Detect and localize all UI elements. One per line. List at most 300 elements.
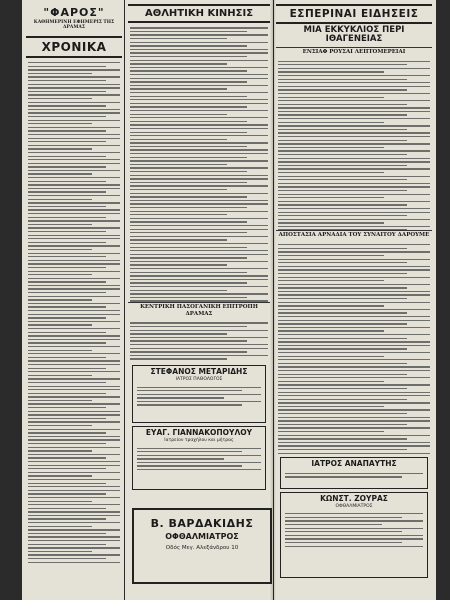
text-line xyxy=(278,125,430,126)
doctor-advertisement xyxy=(132,426,266,490)
masthead-subtitle: ΚΑΘΗΜΕΡΙΝΗ ΕΦΗΜΕΡΙΣ ΤΗΣ ΔΡΑΜΑΣ xyxy=(33,20,115,31)
text-line xyxy=(278,208,430,209)
text-line xyxy=(278,363,407,364)
text-line xyxy=(28,148,92,149)
text-line xyxy=(28,396,120,397)
text-line xyxy=(28,443,106,444)
ad-subtitle: ΟΦΘΑΛΜΙΑΤΡΟΣ xyxy=(165,532,239,541)
text-line xyxy=(130,56,247,57)
text-line xyxy=(28,199,92,200)
text-line xyxy=(130,160,268,161)
text-line xyxy=(130,300,268,301)
text-line xyxy=(28,465,120,466)
article-text xyxy=(276,240,432,454)
ad-title: Β. ΒΑΡΔΑΚΙΔΗΣ xyxy=(150,517,254,530)
text-line xyxy=(278,122,384,123)
text-line xyxy=(278,147,384,148)
text-line xyxy=(28,102,120,103)
text-line xyxy=(28,346,120,347)
text-line xyxy=(130,60,268,61)
text-line xyxy=(278,168,430,169)
section-header: ΕΣΠΕΡΙΝΑΙ ΕΙΔΗΣΕΙΣ xyxy=(276,4,432,24)
text-line xyxy=(130,96,247,97)
text-line xyxy=(278,316,430,317)
text-line xyxy=(28,335,120,336)
text-line xyxy=(278,327,430,328)
text-line xyxy=(28,271,120,272)
text-line xyxy=(130,257,247,258)
text-line xyxy=(278,79,407,80)
text-line xyxy=(130,171,247,172)
text-line xyxy=(130,333,227,334)
text-line xyxy=(28,533,106,534)
text-line xyxy=(278,305,384,306)
text-line xyxy=(130,63,227,64)
text-line xyxy=(28,152,120,153)
text-line xyxy=(28,292,106,293)
text-line xyxy=(278,280,384,281)
text-line xyxy=(28,224,92,225)
text-line xyxy=(28,80,106,81)
text-line xyxy=(137,465,242,466)
text-line xyxy=(28,91,106,92)
text-line xyxy=(278,68,430,69)
text-line xyxy=(278,269,430,270)
text-line xyxy=(28,227,120,228)
text-line xyxy=(28,299,92,300)
text-line xyxy=(130,149,268,150)
text-line xyxy=(278,248,407,249)
text-line xyxy=(130,157,247,158)
text-line xyxy=(28,213,120,214)
text-line xyxy=(130,124,268,125)
text-line xyxy=(130,239,227,240)
text-line xyxy=(278,374,407,375)
text-line xyxy=(28,120,120,121)
text-line xyxy=(28,504,120,505)
text-line xyxy=(130,182,247,183)
text-line xyxy=(278,266,430,267)
text-line xyxy=(278,348,407,349)
text-line xyxy=(278,445,430,446)
masthead-title: "ΦΑΡΟΣ" xyxy=(43,6,105,19)
text-line xyxy=(278,338,407,339)
text-line xyxy=(278,366,430,367)
text-line xyxy=(278,165,407,166)
text-line xyxy=(278,359,430,360)
text-line xyxy=(278,294,430,295)
text-line xyxy=(278,89,407,90)
text-line xyxy=(28,425,92,426)
text-line xyxy=(28,414,120,415)
text-line xyxy=(28,353,120,354)
text-line xyxy=(28,306,106,307)
text-line xyxy=(130,103,268,104)
text-line xyxy=(28,450,92,451)
text-line xyxy=(28,551,92,552)
text-line xyxy=(28,432,106,433)
text-line xyxy=(278,61,430,62)
text-line xyxy=(285,476,402,477)
text-line xyxy=(278,114,407,115)
article-text xyxy=(276,56,432,230)
text-line xyxy=(28,368,106,369)
section-header: ΑΘΛΗΤΙΚΗ ΚΙΝΗΣΙΣ xyxy=(128,4,270,23)
text-line xyxy=(278,435,430,436)
text-line xyxy=(278,320,430,321)
text-line xyxy=(278,97,384,98)
text-line xyxy=(28,526,92,527)
text-line xyxy=(278,330,384,331)
advertisement xyxy=(280,457,428,489)
text-line xyxy=(137,455,261,456)
text-line xyxy=(130,261,268,262)
text-line xyxy=(28,206,106,207)
text-line xyxy=(278,302,430,303)
text-line xyxy=(130,340,247,341)
text-line xyxy=(278,64,407,65)
text-line xyxy=(278,212,430,213)
text-line xyxy=(278,111,430,112)
text-line xyxy=(278,312,407,313)
text-line xyxy=(130,114,227,115)
text-line xyxy=(130,236,268,237)
text-line xyxy=(130,211,268,212)
text-line xyxy=(28,209,120,210)
text-line xyxy=(28,515,120,516)
text-line xyxy=(278,427,430,428)
text-line xyxy=(28,400,92,401)
text-line xyxy=(137,458,224,459)
text-line xyxy=(278,179,407,180)
text-line xyxy=(130,139,227,140)
text-line xyxy=(278,251,430,252)
text-line xyxy=(137,469,261,470)
text-line xyxy=(28,173,92,174)
text-line xyxy=(278,384,430,385)
text-line xyxy=(278,158,430,159)
headline: ΜΙΑ ΕΚΚΥΚΛΙΟΣ ΠΕΡΙ ΙΘΑΓΕΝΕΙΑΣ xyxy=(276,24,432,48)
text-line xyxy=(278,370,430,371)
text-line xyxy=(278,413,407,414)
text-line xyxy=(278,140,407,141)
text-line xyxy=(28,105,106,106)
text-line xyxy=(137,401,261,402)
text-line xyxy=(28,407,106,408)
text-line xyxy=(130,121,247,122)
section-header: ΧΡΟΝΙΚΑ xyxy=(26,36,122,58)
text-line xyxy=(130,38,227,39)
text-line xyxy=(28,562,120,563)
text-line xyxy=(28,314,120,315)
text-line xyxy=(278,82,430,83)
text-line xyxy=(130,92,268,93)
text-line xyxy=(130,247,247,248)
text-line xyxy=(285,517,402,518)
text-line xyxy=(28,518,106,519)
text-line xyxy=(278,71,384,72)
text-line xyxy=(28,281,106,282)
text-line xyxy=(28,439,120,440)
text-line xyxy=(130,178,268,179)
text-line xyxy=(130,146,247,147)
text-line xyxy=(278,377,430,378)
text-line xyxy=(28,360,120,361)
text-line xyxy=(130,117,268,118)
text-line xyxy=(28,66,106,67)
text-line xyxy=(28,411,120,412)
text-line xyxy=(278,259,430,260)
article-text xyxy=(128,23,270,302)
text-line xyxy=(278,284,430,285)
text-line xyxy=(130,272,247,273)
text-line xyxy=(285,528,423,529)
text-line xyxy=(28,310,120,311)
text-line xyxy=(278,334,430,335)
text-line xyxy=(278,417,430,418)
text-line xyxy=(137,448,261,449)
text-line xyxy=(278,93,430,94)
text-line xyxy=(278,190,407,191)
ophthalmologist-advertisement xyxy=(132,508,272,584)
text-line xyxy=(278,392,430,393)
text-line xyxy=(28,454,120,455)
text-line xyxy=(28,94,120,95)
text-line xyxy=(130,207,247,208)
text-line xyxy=(130,221,247,222)
text-line xyxy=(28,62,120,63)
text-line xyxy=(278,277,430,278)
text-line xyxy=(28,558,106,559)
text-line xyxy=(278,406,384,407)
text-line xyxy=(28,249,92,250)
article-text xyxy=(128,318,270,362)
text-line xyxy=(130,78,268,79)
text-line xyxy=(28,231,106,232)
text-line xyxy=(28,278,120,279)
text-line xyxy=(28,544,106,545)
text-line xyxy=(130,45,247,46)
text-line xyxy=(285,513,423,514)
ad-text xyxy=(135,443,263,474)
text-line xyxy=(28,177,120,178)
text-line xyxy=(285,531,402,532)
text-line xyxy=(28,486,120,487)
text-line xyxy=(28,461,120,462)
text-line xyxy=(28,490,120,491)
text-line xyxy=(137,451,242,452)
text-line xyxy=(28,303,120,304)
text-line xyxy=(28,238,120,239)
ad-text xyxy=(283,469,425,482)
text-line xyxy=(28,529,120,530)
text-line xyxy=(28,267,106,268)
text-line xyxy=(130,31,247,32)
text-line xyxy=(285,524,382,525)
text-line xyxy=(28,429,120,430)
text-line xyxy=(28,235,120,236)
text-line xyxy=(28,497,120,498)
text-line xyxy=(28,540,120,541)
text-line xyxy=(28,163,120,164)
text-line xyxy=(130,135,268,136)
text-line xyxy=(28,98,92,99)
text-line xyxy=(28,436,120,437)
text-line xyxy=(278,183,430,184)
masthead xyxy=(26,6,122,32)
ad-address: Οδός Μεγ. Αλεξάνδρου 10 xyxy=(165,545,239,551)
text-line xyxy=(278,352,430,353)
text-line xyxy=(137,394,261,395)
text-line xyxy=(28,511,120,512)
subheadline: ΕΝΣΙΑΦ ΡΟΥΣΑΙ ΛΕΠΤΟΜΕΡΕΙΑΙ xyxy=(302,48,406,55)
text-line xyxy=(278,201,430,202)
text-line xyxy=(130,344,268,345)
ad-title: ΚΩΝΣΤ. ΖΟΥΡΑΣ xyxy=(320,493,388,503)
text-line xyxy=(278,431,384,432)
text-line xyxy=(130,254,268,255)
text-line xyxy=(130,290,227,291)
text-line xyxy=(278,381,384,382)
text-line xyxy=(28,109,120,110)
text-line xyxy=(278,219,430,220)
text-line xyxy=(28,342,106,343)
text-line xyxy=(278,409,430,410)
text-line xyxy=(278,341,430,342)
text-line xyxy=(278,262,407,263)
text-line xyxy=(130,282,247,283)
text-line xyxy=(278,222,384,223)
text-line xyxy=(28,321,120,322)
text-line xyxy=(28,536,120,537)
text-line xyxy=(28,166,106,167)
text-line xyxy=(285,535,423,536)
text-line xyxy=(278,273,407,274)
text-line xyxy=(28,403,120,404)
article-text xyxy=(26,58,122,567)
text-line xyxy=(278,244,430,245)
text-line xyxy=(278,226,430,227)
advertisement xyxy=(280,492,428,578)
text-line xyxy=(278,161,430,162)
text-line xyxy=(278,420,430,421)
text-line xyxy=(130,355,268,356)
text-line xyxy=(28,483,106,484)
text-line xyxy=(28,324,92,325)
text-line xyxy=(278,442,430,443)
text-line xyxy=(28,127,120,128)
text-line xyxy=(28,508,106,509)
text-line xyxy=(130,250,268,251)
text-line xyxy=(28,69,120,70)
text-line xyxy=(278,323,407,324)
text-line xyxy=(28,296,120,297)
text-line xyxy=(285,520,423,521)
text-line xyxy=(130,218,268,219)
text-line xyxy=(278,86,430,87)
text-line xyxy=(130,132,247,133)
text-line xyxy=(137,462,261,463)
ad-title: ΣΤΕΦΑΝΟΣ ΜΕΤΑΡΙΔΗΣ xyxy=(150,367,248,377)
text-line xyxy=(28,141,106,142)
text-line xyxy=(28,170,120,171)
text-line xyxy=(28,457,106,458)
ad-subtitle: ΙΑΤΡΟΣ ΠΑΘΟΛΟΓΟΣ xyxy=(175,376,223,382)
text-line xyxy=(28,493,106,494)
text-line xyxy=(130,99,268,100)
text-line xyxy=(130,175,268,176)
text-line xyxy=(130,88,227,89)
text-line xyxy=(28,188,120,189)
text-line xyxy=(278,104,407,105)
text-line xyxy=(28,328,120,329)
text-line xyxy=(130,351,247,352)
text-line xyxy=(28,475,92,476)
text-line xyxy=(28,181,106,182)
text-line xyxy=(278,356,384,357)
text-line xyxy=(130,330,268,331)
text-line xyxy=(278,424,407,425)
text-line xyxy=(278,399,407,400)
text-line xyxy=(28,138,120,139)
text-line xyxy=(28,159,120,160)
text-line xyxy=(130,167,268,168)
text-line xyxy=(130,52,268,53)
text-line xyxy=(278,453,430,454)
text-line xyxy=(278,129,407,130)
text-line xyxy=(130,34,268,35)
text-line xyxy=(28,378,120,379)
text-line xyxy=(130,49,268,50)
text-line xyxy=(28,195,120,196)
text-line xyxy=(28,134,120,135)
doctor-advertisement xyxy=(132,365,266,423)
column-right xyxy=(276,0,432,581)
text-line xyxy=(130,337,268,338)
newspaper-page xyxy=(22,0,436,600)
text-line xyxy=(28,317,106,318)
text-line xyxy=(278,107,430,108)
text-line xyxy=(28,217,106,218)
text-line xyxy=(28,350,92,351)
text-line xyxy=(130,74,268,75)
text-line xyxy=(28,145,120,146)
text-line xyxy=(28,123,92,124)
text-line xyxy=(28,256,106,257)
text-line xyxy=(28,418,106,419)
text-line xyxy=(130,153,268,154)
subheadline: ΑΠΟΣΤΑΣΙΑ ΑΡΝΑΔΙΑ ΤΟΥ ΣΥΝΑΙΤΟΥ ΔΑΡΟΥΜΕ xyxy=(276,230,432,240)
text-line xyxy=(278,204,407,205)
text-line xyxy=(28,87,120,88)
text-line xyxy=(28,73,92,74)
text-line xyxy=(278,438,407,439)
text-line xyxy=(130,203,268,204)
text-line xyxy=(130,243,268,244)
text-line xyxy=(28,220,120,221)
text-line xyxy=(130,348,268,349)
text-line xyxy=(28,547,120,548)
text-line xyxy=(130,358,227,359)
text-line xyxy=(28,332,106,333)
text-line xyxy=(278,345,430,346)
text-line xyxy=(278,75,430,76)
text-line xyxy=(130,232,247,233)
text-line xyxy=(28,393,106,394)
text-line xyxy=(278,172,384,173)
text-line xyxy=(278,136,430,137)
text-line xyxy=(28,479,120,480)
